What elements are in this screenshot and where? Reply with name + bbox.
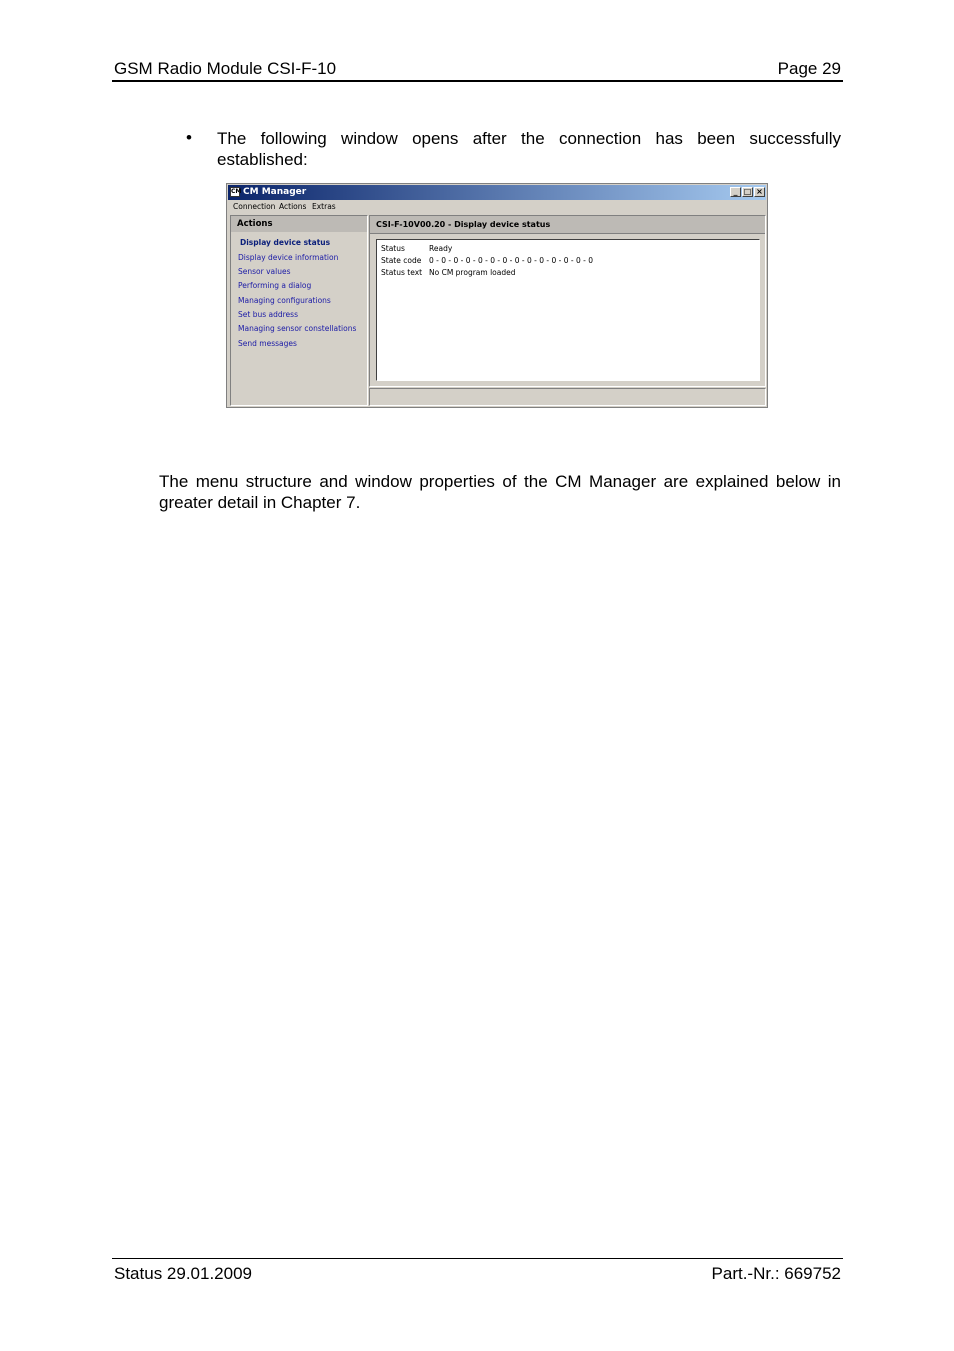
- nav-send-messages[interactable]: Send messages: [238, 339, 297, 348]
- nav-managing-sensor-constellations[interactable]: Managing sensor constellations: [238, 324, 357, 333]
- actions-pane: [230, 215, 368, 406]
- status-text-label: Status text: [381, 268, 423, 277]
- nav-display-device-information[interactable]: Display device information: [238, 253, 339, 262]
- window-title: CM Manager: [243, 187, 307, 197]
- document-title: GSM Radio Module CSI-F-10: [114, 59, 337, 78]
- app-icon: CM: [231, 188, 242, 195]
- minimize-button[interactable]: _: [730, 187, 741, 197]
- bullet-symbol: •: [186, 128, 192, 147]
- status-text-value: No CM program loaded: [429, 268, 516, 277]
- footer-status-date: Status 29.01.2009: [114, 1264, 253, 1283]
- status-value: Ready: [429, 244, 453, 253]
- bullet-text: The following window opens after the connection has been successfully established:: [217, 129, 841, 169]
- menu-bar: [228, 201, 766, 213]
- actions-heading: [231, 216, 367, 232]
- nav-display-device-status[interactable]: Display device status: [240, 238, 331, 247]
- menu-connection[interactable]: Connection: [233, 202, 276, 211]
- status-content: [376, 239, 760, 381]
- maximize-button[interactable]: □: [743, 187, 752, 196]
- nav-managing-configurations[interactable]: Managing configurations: [238, 296, 331, 305]
- window-titlebar: [228, 185, 766, 200]
- status-pane-heading: [370, 216, 765, 234]
- close-button[interactable]: ×: [754, 187, 765, 197]
- body-paragraph: The menu structure and window properties of the CM Manager are explained below in greater detail in Chapter 7.: [159, 472, 841, 512]
- footer-part-number: Part.-Nr.: 669752: [711, 1264, 841, 1283]
- cm-manager-window-screenshot: [226, 183, 768, 408]
- status-pane: [369, 215, 766, 387]
- nav-performing-a-dialog[interactable]: Performing a dialog: [238, 281, 312, 290]
- page-header: [112, 58, 843, 82]
- actions-heading-label: Actions: [237, 219, 273, 229]
- page-footer: [112, 1258, 843, 1283]
- menu-extras[interactable]: Extras: [312, 202, 336, 211]
- status-bar: [369, 388, 766, 406]
- status-pane-heading-label: CSI-F-10V00.20 - Display device status: [376, 220, 551, 229]
- nav-set-bus-address[interactable]: Set bus address: [238, 310, 298, 319]
- status-label: Status: [381, 244, 405, 253]
- page-number: Page 29: [777, 59, 841, 78]
- nav-sensor-values[interactable]: Sensor values: [238, 267, 291, 276]
- menu-actions[interactable]: Actions: [279, 202, 307, 211]
- state-code-label: State code: [381, 256, 422, 265]
- state-code-value: 0 - 0 - 0 - 0 - 0 - 0 - 0 - 0 - 0 - 0 - 0 - 0 - 0 - 0: [429, 256, 593, 265]
